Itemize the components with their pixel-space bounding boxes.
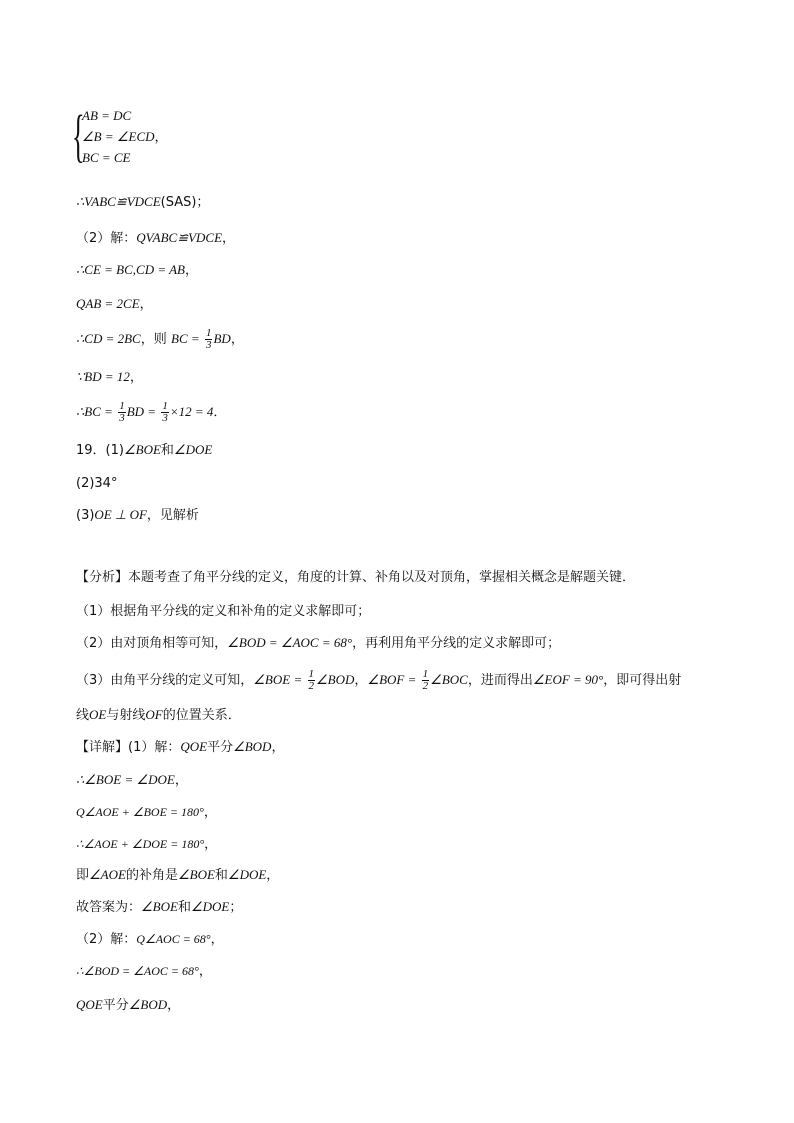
system-rows [82, 105, 168, 168]
text: （2）解： [76, 932, 137, 947]
text: ， [204, 837, 218, 852]
math-text: QVABC≌VDCE [136, 230, 223, 245]
math-text: Q∠AOE + ∠BOE = 180° [76, 805, 204, 819]
text: （1）根据角平分线的定义和补角的定义求解即可； [76, 604, 371, 619]
fraction-one-half [422, 669, 430, 692]
math-text: Q∠AOC = 68° [136, 932, 211, 946]
detail-8 [76, 962, 212, 981]
system-row-2-eq: ∠B = ∠ECD [82, 129, 155, 144]
analysis-line [76, 568, 635, 587]
text: 和 [177, 900, 191, 915]
left-brace: { [72, 103, 85, 168]
text: ，即可得出射 [603, 673, 682, 688]
math-text: ∠BOD [128, 997, 168, 1012]
math-text: BD = [126, 404, 157, 419]
text: ， [203, 805, 217, 820]
system-row-3: BC = CE [82, 150, 131, 165]
line-part2 [76, 229, 235, 248]
math-text: ∠BOE [123, 442, 161, 457]
math-text: ∵BD = 12 [76, 369, 130, 384]
math-text: ∠AOE [89, 867, 126, 882]
text: 与射线 [106, 708, 146, 723]
math-text: ∴CD = 2BC [76, 331, 141, 346]
detail-9 [76, 996, 180, 1015]
detail-5 [76, 866, 279, 885]
math-text: OF [145, 707, 163, 722]
text: 即 [76, 868, 90, 883]
numerator: 1 [308, 668, 315, 680]
detail-4 [76, 835, 217, 854]
text: 的补角是 [125, 868, 178, 883]
text: 和 [160, 443, 174, 458]
denominator: 3 [119, 412, 125, 424]
text: 故答案为： [76, 900, 142, 915]
fraction-one-third [118, 401, 126, 424]
text: 和 [214, 868, 228, 883]
answer-19-1 [76, 441, 212, 460]
detail-3 [76, 803, 217, 822]
fraction-one-third [205, 328, 213, 351]
denominator: 2 [308, 680, 315, 692]
text: ． [213, 405, 227, 420]
numerator: 1 [205, 327, 212, 339]
system-row-1: AB = DC [82, 108, 132, 123]
math-text: ∴∠BOD = ∠AOC = 68° [76, 964, 199, 978]
text: (2)34° [76, 476, 118, 491]
text: ， [185, 263, 199, 278]
math-text: ∴VABC≌VDCE [76, 194, 161, 209]
text: ， [129, 370, 143, 385]
denominator: 2 [422, 680, 429, 692]
analysis-step-1 [76, 602, 370, 621]
detail-1 [76, 738, 284, 757]
math-text: BC = [171, 331, 200, 346]
fraction-one-half [308, 669, 316, 692]
text: 平分 [207, 740, 234, 755]
text: (SAS)； [160, 195, 210, 210]
text: ， [354, 673, 368, 688]
math-text: BD [213, 331, 231, 346]
math-text: ∠BOE [141, 899, 178, 914]
line-congruent [76, 193, 209, 212]
analysis-text: 【分析】本题考查了角平分线的定义，角度的计算、补角以及对顶角，掌握相关概念是解题关键． [76, 570, 636, 585]
math-text: ∠EOF = 90° [532, 672, 604, 687]
math-text: ∠BOC [430, 672, 468, 687]
text: ， [222, 231, 236, 246]
math-text: ∴BC = [76, 404, 113, 419]
question-number: 19．(1) [76, 443, 124, 458]
text: ， [198, 964, 212, 979]
line-ce-bc [76, 261, 198, 280]
math-text: ∠DOE [173, 442, 213, 457]
system-row-2 [82, 126, 168, 147]
text: (3) [76, 508, 95, 523]
detail-2 [76, 771, 188, 790]
system-row-2-tail: ， [154, 129, 168, 144]
text: ，再利用角平分线的定义求解即可； [352, 636, 561, 651]
text: ，进而得出 [467, 673, 533, 688]
analysis-step-2 [76, 634, 560, 653]
answer-19-3 [76, 506, 199, 525]
denominator: 3 [205, 339, 212, 351]
fraction-one-third [161, 401, 169, 424]
analysis-step-3 [76, 669, 681, 692]
numerator: 1 [119, 400, 125, 412]
detail-7 [76, 930, 224, 949]
text: 线 [76, 708, 90, 723]
math-text: ∠BOE [177, 867, 215, 882]
line-bc-4 [76, 401, 226, 424]
math-text: ∠BOD [233, 739, 272, 754]
math-text: ×12 = 4 [169, 404, 214, 419]
line-cd-2bc [76, 328, 244, 351]
text: （3）由角平分线的定义可知， [76, 673, 254, 688]
math-text: ∴CE = BC,CD = AB [76, 262, 185, 277]
math-text: QOE [76, 997, 103, 1012]
text: ； [229, 900, 243, 915]
numerator: 1 [162, 400, 168, 412]
math-text: ∠BOD = ∠AOC = 68° [227, 635, 353, 650]
math-text: ∠BOE = [253, 672, 303, 687]
text: 平分 [102, 998, 129, 1013]
text: ， [266, 868, 280, 883]
text: ， [174, 773, 188, 788]
text: ， [139, 297, 153, 312]
text: ，则 [140, 332, 167, 347]
detail-6 [76, 898, 242, 917]
text: 【详解】(1）解： [76, 740, 181, 755]
text: ， [210, 932, 224, 947]
math-text: QOE [180, 739, 208, 754]
math-text: ∠BOD [316, 672, 355, 687]
line-bd-12 [76, 368, 143, 387]
line-ab-2ce [76, 295, 153, 314]
numerator: 1 [422, 668, 429, 680]
denominator: 3 [162, 412, 168, 424]
math-text: QAB = 2CE [76, 296, 140, 311]
math-text: OE [89, 707, 107, 722]
math-text: ∠DOE [190, 899, 230, 914]
math-text: OE ⊥ OF [94, 507, 147, 522]
text: ， [230, 332, 244, 347]
text: ，见解析 [146, 508, 199, 523]
analysis-step-3-cont [76, 706, 241, 725]
text: （2）解： [76, 231, 137, 246]
text: ， [271, 740, 285, 755]
math-text: ∠DOE [227, 867, 267, 882]
math-text: ∴∠AOE + ∠DOE = 180° [76, 837, 205, 851]
math-text: ∠BOF = [367, 672, 417, 687]
math-text: ∴∠BOE = ∠DOE [76, 772, 175, 787]
text: ， [167, 998, 181, 1013]
text: （2）由对顶角相等可知， [76, 636, 228, 651]
text: 的位置关系． [162, 708, 241, 723]
answer-19-2 [76, 474, 117, 493]
